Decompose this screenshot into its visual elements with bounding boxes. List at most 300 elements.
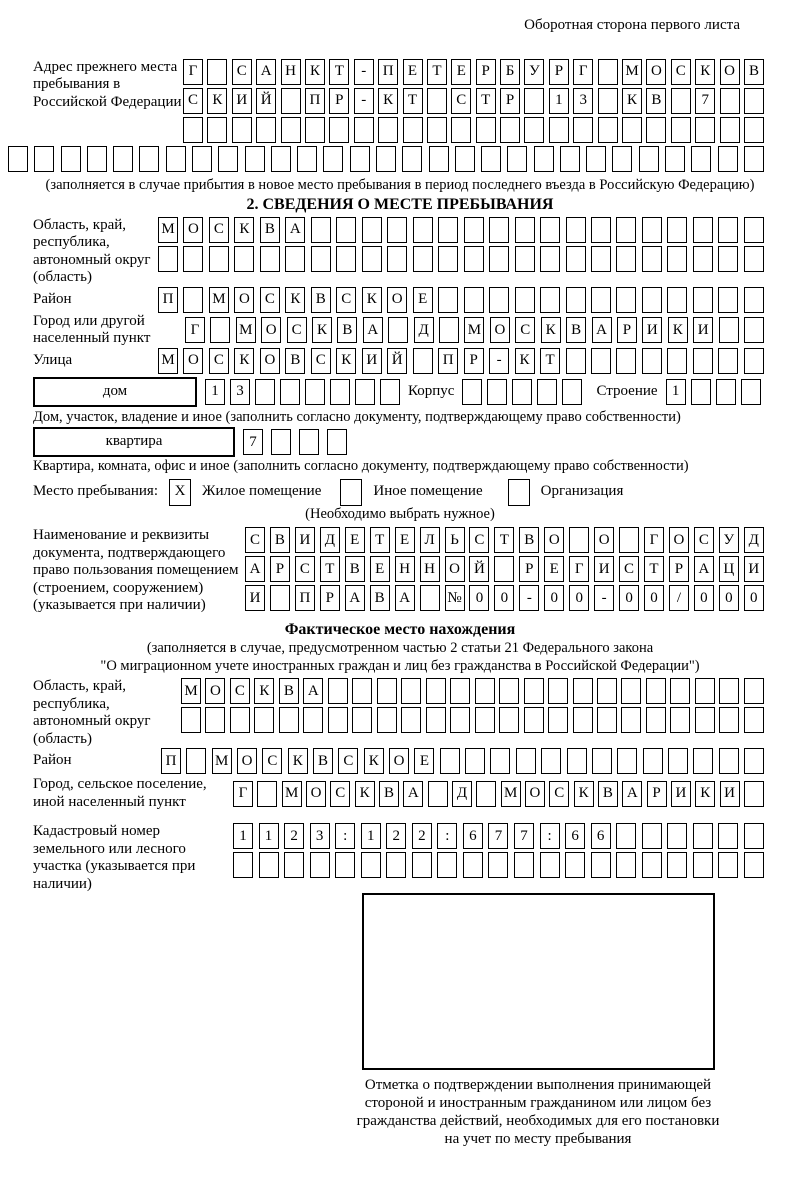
char-box bbox=[210, 317, 230, 343]
char-box bbox=[693, 348, 713, 374]
char-box: К bbox=[234, 348, 254, 374]
char-box bbox=[437, 852, 457, 878]
actual-district-row bbox=[161, 748, 764, 774]
document-row-2 bbox=[245, 556, 764, 582]
char-box: Р bbox=[476, 59, 496, 85]
char-box: К bbox=[254, 678, 274, 704]
char-box: О bbox=[261, 317, 281, 343]
char-box bbox=[328, 707, 348, 733]
char-box bbox=[350, 146, 370, 172]
prev-address-row-4 bbox=[8, 146, 764, 172]
char-box: Р bbox=[549, 59, 569, 85]
region-label: Область, край, республика, автономный округ (область) bbox=[33, 216, 151, 285]
char-box bbox=[671, 88, 691, 114]
actual-region-block bbox=[0, 678, 800, 748]
char-box: С bbox=[549, 781, 569, 807]
actual-district-block bbox=[0, 748, 800, 774]
char-box bbox=[183, 287, 203, 313]
prev-address-note: (заполняется в случае прибытия в новое место пребывания в период последнего въезда в Российскую Федерацию) bbox=[45, 176, 755, 193]
char-box: И bbox=[671, 781, 691, 807]
prev-address-row-3 bbox=[183, 117, 764, 143]
char-box: - bbox=[354, 59, 374, 85]
char-box bbox=[619, 527, 639, 553]
actual-region-label: Область, край, республика, автономный округ (область) bbox=[33, 678, 151, 747]
apartment-type-box: квартира bbox=[33, 427, 235, 457]
char-box: : bbox=[335, 823, 355, 849]
char-box bbox=[299, 429, 319, 455]
char-box: О bbox=[525, 781, 545, 807]
char-box bbox=[671, 117, 691, 143]
char-box bbox=[598, 117, 618, 143]
char-box: 7 bbox=[243, 429, 263, 455]
cadastre-label: Кадастровый номер земельного или лесного участка (указывается при наличии) bbox=[33, 823, 196, 892]
cadastre-block bbox=[0, 823, 800, 893]
char-box: Р bbox=[329, 88, 349, 114]
char-box: Т bbox=[320, 556, 340, 582]
char-box: Й bbox=[256, 88, 276, 114]
char-box: Е bbox=[403, 59, 423, 85]
char-box: О bbox=[720, 59, 740, 85]
actual-region-row-1 bbox=[181, 678, 764, 704]
char-box bbox=[475, 678, 495, 704]
char-box bbox=[335, 852, 355, 878]
char-box: 0 bbox=[644, 585, 664, 611]
char-box: У bbox=[524, 59, 544, 85]
actual-city-row bbox=[233, 781, 764, 807]
char-box bbox=[259, 852, 279, 878]
actual-district-label: Район bbox=[33, 752, 72, 769]
char-box bbox=[233, 852, 253, 878]
prev-address-label: Адрес прежнего места пребывания в Российской Федерации bbox=[33, 58, 182, 110]
char-box: 6 bbox=[565, 823, 585, 849]
char-box: К bbox=[305, 59, 325, 85]
char-box bbox=[378, 117, 398, 143]
char-box: И bbox=[594, 556, 614, 582]
prev-address-row-1 bbox=[183, 59, 764, 85]
char-box bbox=[622, 117, 642, 143]
char-box: К bbox=[364, 748, 384, 774]
char-box bbox=[499, 678, 519, 704]
char-box: В bbox=[311, 287, 331, 313]
char-box: Г bbox=[569, 556, 589, 582]
char-box bbox=[667, 217, 687, 243]
char-box bbox=[255, 379, 275, 405]
char-box bbox=[413, 246, 433, 272]
char-box bbox=[642, 348, 662, 374]
char-box bbox=[352, 678, 372, 704]
char-box bbox=[591, 852, 611, 878]
char-box bbox=[565, 852, 585, 878]
actual-location-note-1: (заполняется в случае, предусмотренном частью 2 статьи 21 Федерального закона bbox=[146, 640, 654, 656]
char-box: В bbox=[566, 317, 586, 343]
char-box bbox=[667, 246, 687, 272]
char-box bbox=[693, 287, 713, 313]
char-box bbox=[573, 117, 593, 143]
char-box: Г bbox=[183, 59, 203, 85]
char-box: В bbox=[370, 585, 390, 611]
char-box: 1 bbox=[666, 379, 686, 405]
char-box bbox=[744, 317, 764, 343]
char-box: С bbox=[260, 287, 280, 313]
actual-city-label: Город, сельское поселение, иной населенный пункт bbox=[33, 776, 207, 810]
actual-location-note-2: "О миграционном учете иностранных граждан и лиц без гражданства в Российской Федерации") bbox=[100, 657, 700, 674]
char-box: О bbox=[389, 748, 409, 774]
char-box: Т bbox=[329, 59, 349, 85]
char-box bbox=[336, 246, 356, 272]
char-box: Б bbox=[500, 59, 520, 85]
char-box bbox=[562, 379, 582, 405]
char-box: 1 bbox=[549, 88, 569, 114]
char-box bbox=[281, 117, 301, 143]
char-box bbox=[516, 748, 536, 774]
char-box: В bbox=[345, 556, 365, 582]
char-box bbox=[438, 217, 458, 243]
char-box bbox=[540, 852, 560, 878]
char-box bbox=[205, 707, 225, 733]
char-box bbox=[616, 287, 636, 313]
char-box bbox=[591, 287, 611, 313]
char-box bbox=[537, 379, 557, 405]
char-box: - bbox=[519, 585, 539, 611]
char-box: В bbox=[379, 781, 399, 807]
char-box bbox=[718, 348, 738, 374]
char-box bbox=[303, 707, 323, 733]
char-box: М bbox=[158, 217, 178, 243]
char-box bbox=[158, 246, 178, 272]
document-row-1 bbox=[245, 527, 764, 553]
char-box: О bbox=[234, 287, 254, 313]
char-box bbox=[311, 217, 331, 243]
apartment-block bbox=[0, 427, 800, 457]
char-box: С bbox=[209, 217, 229, 243]
char-box bbox=[428, 781, 448, 807]
char-box: 6 bbox=[463, 823, 483, 849]
char-box: И bbox=[642, 317, 662, 343]
char-box bbox=[719, 317, 739, 343]
char-box bbox=[475, 707, 495, 733]
char-box bbox=[256, 117, 276, 143]
stay-type-note: (Необходимо выбрать нужное) bbox=[305, 505, 495, 522]
char-box bbox=[744, 88, 764, 114]
char-box bbox=[566, 287, 586, 313]
char-box bbox=[234, 246, 254, 272]
char-box bbox=[642, 217, 662, 243]
char-box bbox=[639, 146, 659, 172]
char-box bbox=[336, 217, 356, 243]
city-row bbox=[185, 317, 764, 343]
korpus-label: Корпус bbox=[408, 382, 455, 399]
char-box bbox=[311, 246, 331, 272]
char-box: М bbox=[622, 59, 642, 85]
char-box: С bbox=[183, 88, 203, 114]
document-row-3 bbox=[245, 585, 764, 611]
char-box bbox=[548, 707, 568, 733]
char-box: 7 bbox=[514, 823, 534, 849]
char-box bbox=[668, 748, 688, 774]
char-box: Р bbox=[617, 317, 637, 343]
char-box: 2 bbox=[386, 823, 406, 849]
actual-city-block bbox=[0, 776, 800, 811]
char-box bbox=[427, 88, 447, 114]
region-row-2 bbox=[158, 246, 764, 272]
char-box: В bbox=[279, 678, 299, 704]
stay-type-label: Место пребывания: bbox=[33, 483, 158, 500]
house-type-box: дом bbox=[33, 377, 197, 407]
char-box: Е bbox=[451, 59, 471, 85]
char-box bbox=[646, 707, 666, 733]
char-box: П bbox=[438, 348, 458, 374]
char-box: П bbox=[295, 585, 315, 611]
char-box bbox=[355, 379, 375, 405]
char-box: В bbox=[337, 317, 357, 343]
char-box bbox=[548, 678, 568, 704]
char-box bbox=[481, 146, 501, 172]
char-box bbox=[166, 146, 186, 172]
char-box: Ц bbox=[719, 556, 739, 582]
stamp-caption: Отметка о подтверждении выполнения принимающей стороной и иностранным гражданином или лицом без гражданства действий, необходимых для его постановки на учет по месту пребывания bbox=[356, 1077, 720, 1147]
char-box bbox=[667, 852, 687, 878]
char-box: - bbox=[489, 348, 509, 374]
char-box bbox=[260, 246, 280, 272]
confirmation-stamp-box bbox=[362, 893, 715, 1070]
char-box bbox=[541, 748, 561, 774]
char-box: М bbox=[464, 317, 484, 343]
char-box bbox=[560, 146, 580, 172]
char-box bbox=[642, 246, 662, 272]
char-box: 0 bbox=[719, 585, 739, 611]
char-box bbox=[254, 707, 274, 733]
char-box: Т bbox=[476, 88, 496, 114]
char-box: Г bbox=[185, 317, 205, 343]
char-box bbox=[490, 748, 510, 774]
char-box: В bbox=[519, 527, 539, 553]
char-box bbox=[720, 88, 740, 114]
char-box: С bbox=[230, 678, 250, 704]
document-block bbox=[0, 527, 800, 615]
char-box bbox=[285, 246, 305, 272]
char-box: М bbox=[181, 678, 201, 704]
char-box: А bbox=[245, 556, 265, 582]
char-box: К bbox=[234, 217, 254, 243]
char-box: 7 bbox=[695, 88, 715, 114]
char-box bbox=[257, 781, 277, 807]
char-box bbox=[744, 246, 764, 272]
char-box bbox=[413, 348, 433, 374]
char-box: 0 bbox=[569, 585, 589, 611]
char-box bbox=[719, 678, 739, 704]
char-box bbox=[476, 781, 496, 807]
char-box: К bbox=[378, 88, 398, 114]
char-box bbox=[387, 246, 407, 272]
char-box: К bbox=[312, 317, 332, 343]
char-box bbox=[232, 117, 252, 143]
char-box: К bbox=[541, 317, 561, 343]
char-box: 0 bbox=[494, 585, 514, 611]
char-box: С bbox=[330, 781, 350, 807]
char-box bbox=[207, 59, 227, 85]
char-box: О bbox=[260, 348, 280, 374]
char-box bbox=[8, 146, 28, 172]
char-box: : bbox=[540, 823, 560, 849]
char-box bbox=[465, 748, 485, 774]
char-box: С bbox=[671, 59, 691, 85]
char-box bbox=[464, 246, 484, 272]
char-box: О bbox=[183, 217, 203, 243]
char-box bbox=[693, 217, 713, 243]
district-block bbox=[0, 287, 800, 313]
char-box: Е bbox=[544, 556, 564, 582]
street-row bbox=[158, 348, 764, 374]
page-side-note: Оборотная сторона первого листа bbox=[524, 17, 740, 33]
char-box bbox=[271, 429, 291, 455]
char-box bbox=[192, 146, 212, 172]
prev-address-block bbox=[0, 59, 800, 143]
char-box: П bbox=[305, 88, 325, 114]
char-box bbox=[451, 117, 471, 143]
checkbox-organization bbox=[508, 479, 530, 506]
char-box bbox=[612, 146, 632, 172]
char-box bbox=[323, 146, 343, 172]
checkbox-residential: X bbox=[169, 479, 191, 506]
char-box bbox=[281, 88, 301, 114]
char-box: М bbox=[501, 781, 521, 807]
district-row bbox=[158, 287, 764, 313]
char-box bbox=[507, 146, 527, 172]
char-box: Е bbox=[413, 287, 433, 313]
char-box: В bbox=[285, 348, 305, 374]
stroenie-label: Строение bbox=[596, 382, 658, 399]
char-box: А bbox=[363, 317, 383, 343]
char-box bbox=[230, 707, 250, 733]
char-box bbox=[591, 246, 611, 272]
char-box: С bbox=[232, 59, 252, 85]
char-box: Г bbox=[233, 781, 253, 807]
char-box bbox=[616, 217, 636, 243]
char-box: 1 bbox=[233, 823, 253, 849]
option-residential-label: Жилое помещение bbox=[202, 483, 322, 500]
char-box: 1 bbox=[361, 823, 381, 849]
char-box: Л bbox=[420, 527, 440, 553]
char-box: Т bbox=[644, 556, 664, 582]
char-box bbox=[113, 146, 133, 172]
char-box bbox=[515, 246, 535, 272]
char-box: Й bbox=[469, 556, 489, 582]
char-box: А bbox=[622, 781, 642, 807]
char-box: 6 bbox=[591, 823, 611, 849]
char-box: К bbox=[207, 88, 227, 114]
char-box: 0 bbox=[619, 585, 639, 611]
char-box bbox=[412, 852, 432, 878]
cadastre-row-1 bbox=[233, 823, 764, 849]
char-box: М bbox=[209, 287, 229, 313]
char-box bbox=[329, 117, 349, 143]
char-box bbox=[646, 678, 666, 704]
char-box bbox=[667, 823, 687, 849]
char-box bbox=[494, 556, 514, 582]
char-box bbox=[597, 678, 617, 704]
char-box: С bbox=[619, 556, 639, 582]
char-box: К bbox=[695, 781, 715, 807]
char-box: И bbox=[744, 556, 764, 582]
char-box: И bbox=[693, 317, 713, 343]
char-box: О bbox=[646, 59, 666, 85]
region-block bbox=[0, 217, 800, 287]
apartment-number-cells bbox=[243, 429, 347, 455]
char-box bbox=[524, 707, 544, 733]
char-box bbox=[420, 585, 440, 611]
char-box: А bbox=[694, 556, 714, 582]
char-box bbox=[598, 88, 618, 114]
char-box bbox=[186, 748, 206, 774]
char-box: С bbox=[469, 527, 489, 553]
char-box bbox=[591, 348, 611, 374]
char-box: К bbox=[515, 348, 535, 374]
char-box bbox=[693, 852, 713, 878]
char-box bbox=[586, 146, 606, 172]
char-box: 1 bbox=[259, 823, 279, 849]
char-box bbox=[464, 217, 484, 243]
house-number-cells bbox=[205, 379, 400, 405]
char-box bbox=[744, 217, 764, 243]
char-box: А bbox=[303, 678, 323, 704]
char-box bbox=[616, 246, 636, 272]
char-box: В bbox=[598, 781, 618, 807]
char-box bbox=[616, 852, 636, 878]
char-box: К bbox=[285, 287, 305, 313]
char-box bbox=[209, 246, 229, 272]
char-box bbox=[718, 823, 738, 849]
char-box: С bbox=[311, 348, 331, 374]
char-box bbox=[592, 748, 612, 774]
house-note: Дом, участок, владение и иное (заполнить согласно документу, подтверждающему право собственности) bbox=[33, 408, 681, 425]
char-box bbox=[305, 117, 325, 143]
char-box bbox=[207, 117, 227, 143]
char-box bbox=[744, 348, 764, 374]
char-box bbox=[271, 146, 291, 172]
char-box: Т bbox=[403, 88, 423, 114]
char-box: В bbox=[260, 217, 280, 243]
char-box bbox=[450, 707, 470, 733]
char-box: 0 bbox=[544, 585, 564, 611]
char-box bbox=[377, 707, 397, 733]
char-box bbox=[695, 678, 715, 704]
char-box bbox=[524, 117, 544, 143]
char-box bbox=[512, 379, 532, 405]
char-box: О bbox=[544, 527, 564, 553]
char-box bbox=[719, 707, 739, 733]
char-box bbox=[744, 287, 764, 313]
char-box: Е bbox=[345, 527, 365, 553]
char-box bbox=[380, 379, 400, 405]
char-box bbox=[489, 217, 509, 243]
char-box bbox=[218, 146, 238, 172]
char-box: С bbox=[451, 88, 471, 114]
char-box bbox=[691, 379, 711, 405]
char-box: К bbox=[362, 287, 382, 313]
district-label: Район bbox=[33, 290, 72, 307]
char-box bbox=[744, 748, 764, 774]
char-box bbox=[693, 748, 713, 774]
char-box: В bbox=[646, 88, 666, 114]
char-box: М bbox=[236, 317, 256, 343]
char-box: О bbox=[183, 348, 203, 374]
char-box bbox=[741, 379, 761, 405]
char-box bbox=[718, 246, 738, 272]
char-box bbox=[183, 117, 203, 143]
street-label: Улица bbox=[33, 351, 73, 368]
prev-address-row-2 bbox=[183, 88, 764, 114]
char-box bbox=[621, 707, 641, 733]
